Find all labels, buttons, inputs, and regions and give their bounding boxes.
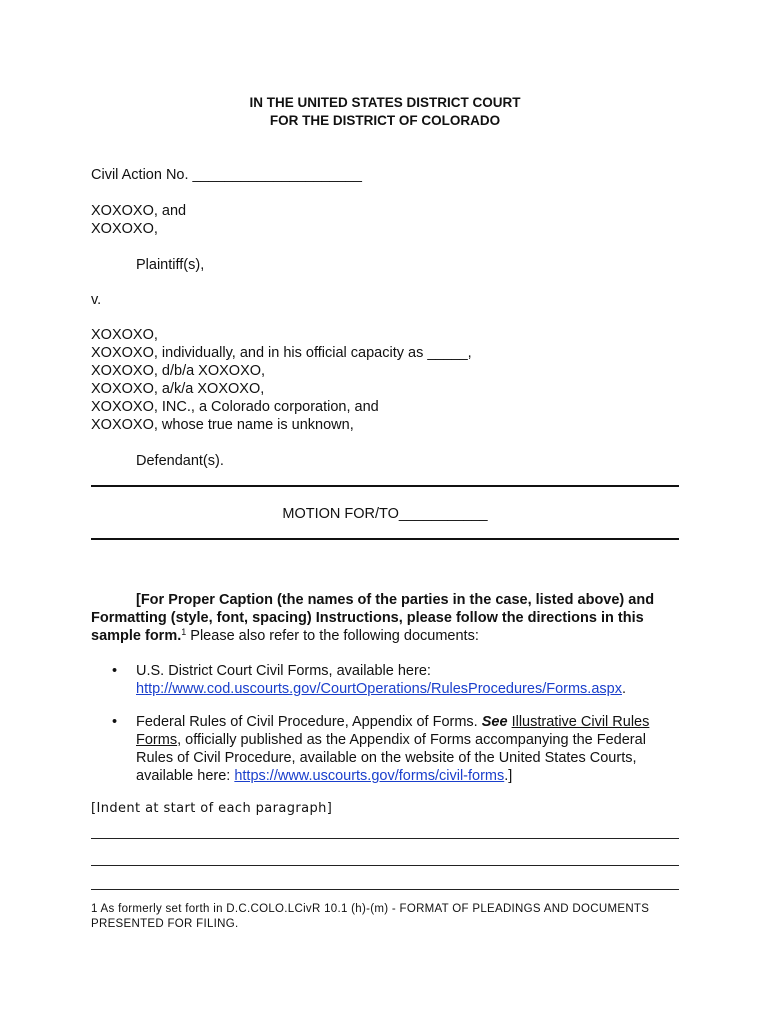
body-blank-line[interactable]: [91, 865, 679, 866]
bullet-text: U.S. District Court Civil Forms, available here:: [136, 663, 431, 679]
footnote-reference[interactable]: 1: [181, 627, 187, 637]
instructions-bold: [For Proper Caption (the names of the parties in the case, listed above) and Formatting (style, font, spacing) Instructions, please follow the directions in this sample form.: [91, 592, 655, 644]
bullet-item-civil-forms: U.S. District Court Civil Forms, available here: http://www.cod.uscourts.gov/CourtOperations/RulesProcedures/Forms.aspx.: [136, 663, 626, 697]
illustrative-forms-title: Illustrative Civil Rules Forms: [136, 714, 650, 748]
caption-divider-top: [91, 485, 679, 487]
defendant-line: XOXOXO, individually, and in his official capacity as _____,: [91, 345, 472, 361]
versus: v.: [91, 292, 102, 308]
caption-divider-bottom: [91, 538, 679, 540]
instructions-paragraph: [91, 591, 683, 645]
defendant-label: Defendant(s).: [136, 453, 224, 469]
court-name-heading: IN THE UNITED STATES DISTRICT COURT: [249, 95, 521, 110]
see-signal: See: [481, 714, 508, 730]
civil-action-number: Civil Action No. _____________________: [91, 167, 362, 183]
bullet-icon: •: [112, 663, 118, 679]
defendant-line: XOXOXO, a/k/a XOXOXO,: [91, 381, 265, 397]
plaintiff-line: XOXOXO, and: [91, 203, 187, 219]
bullet-item-federal-rules: Federal Rules of Civil Procedure, Appendix of Forms. See Illustrative Civil Rules Forms, officially published as the Appendix of Forms accompanying the Federal Rules of Civil Procedure, available on the website of the United States Courts, available here: https://www.uscourts.gov/forms/civil-forms.]: [136, 714, 650, 784]
defendant-line: XOXOXO, INC., a Colorado corporation, and: [91, 399, 379, 415]
uscourts-forms-link[interactable]: https://www.uscourts.gov/forms/civil-forms: [234, 768, 505, 784]
district-heading: FOR THE DISTRICT OF COLORADO: [269, 113, 501, 128]
bullet-icon: •: [112, 714, 118, 730]
defendant-line: XOXOXO, d/b/a XOXOXO,: [91, 363, 266, 379]
defendant-line: XOXOXO, whose true name is unknown,: [91, 417, 354, 433]
bullet-text: Federal Rules of Civil Procedure, Appendix of Forms.: [136, 714, 482, 730]
plaintiff-line: XOXOXO,: [91, 221, 158, 237]
civil-forms-link[interactable]: http://www.cod.uscourts.gov/CourtOperations/RulesProcedures/Forms.aspx: [136, 681, 622, 697]
body-blank-line[interactable]: [91, 889, 679, 890]
body-blank-line[interactable]: [91, 838, 679, 839]
instructions-plain: Please also refer to the following documents:: [186, 628, 479, 644]
footnote-text: 1 As formerly set forth in D.C.COLO.LCivR 10.1 (h)-(m) - FORMAT OF PLEADINGS AND DOCUMENTS PRESENTED FOR FILING.: [91, 903, 650, 930]
defendant-line: XOXOXO,: [91, 327, 158, 343]
plaintiff-label: Plaintiff(s),: [136, 257, 205, 273]
indent-note: [Indent at start of each paragraph]: [91, 801, 333, 816]
motion-title: MOTION FOR/TO___________: [282, 506, 488, 522]
